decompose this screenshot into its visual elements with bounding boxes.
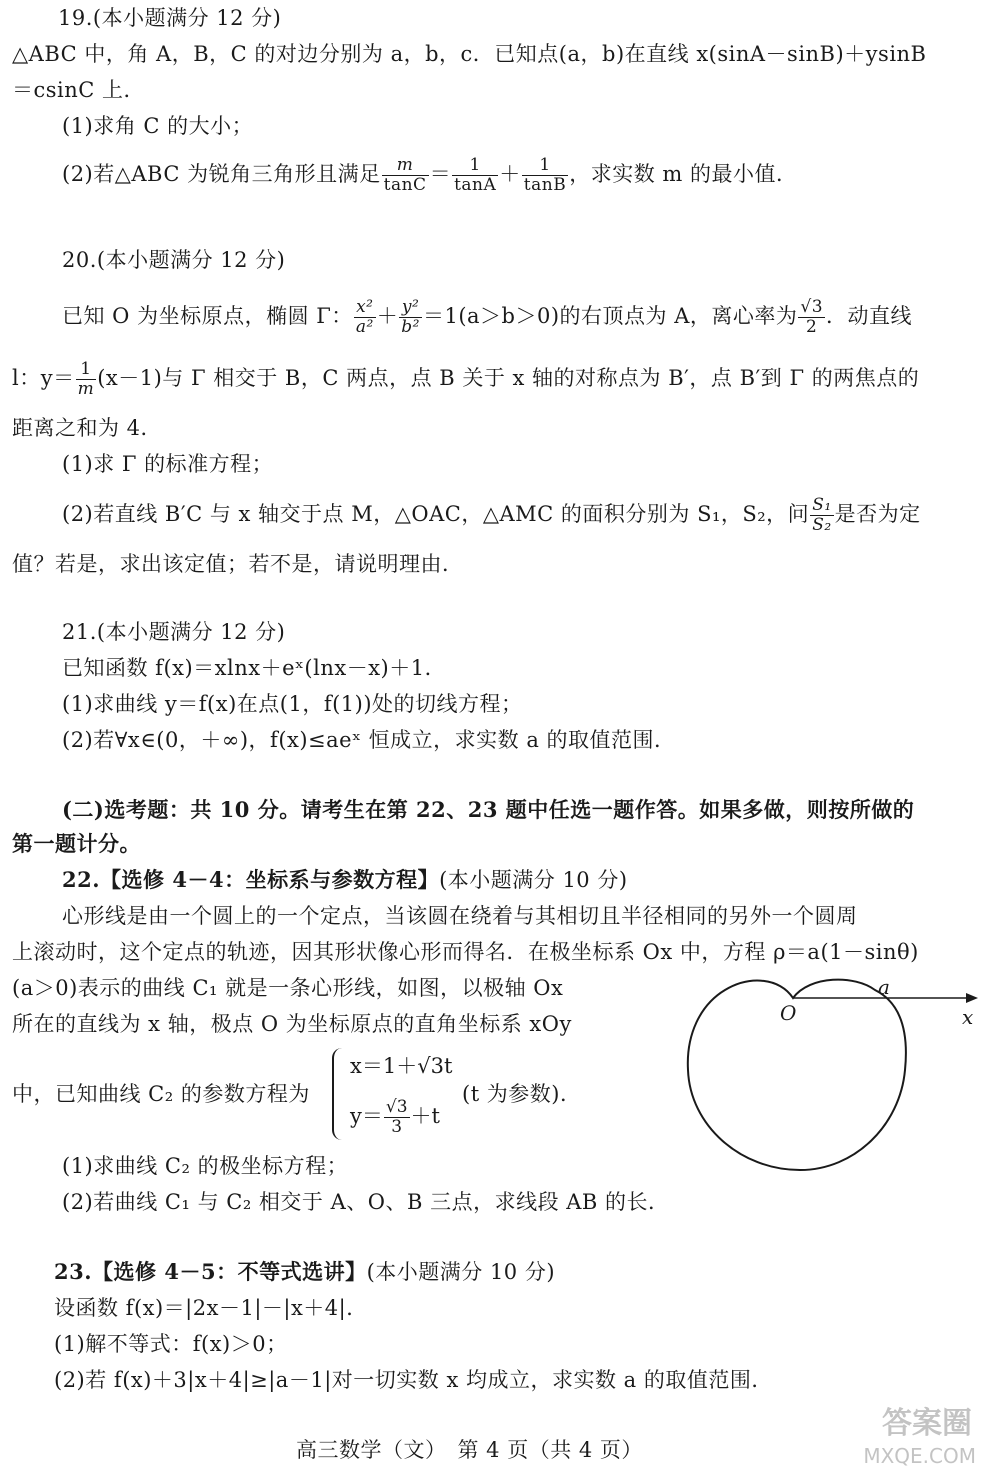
q20-line3: 距离之和为 4． bbox=[12, 416, 163, 440]
q21-statement: 已知函数 f(x)＝xlnx＋eˣ(lnx－x)＋1． bbox=[62, 656, 447, 680]
q19-part2-prefix: (2)若△ABC 为锐角三角形且满足 bbox=[62, 162, 381, 186]
q20-part1: (1)求 Γ 的标准方程； bbox=[62, 452, 274, 476]
q22-line3: (a＞0)表示的曲线 C₁ 就是一条心形线，如图，以极轴 Ox bbox=[12, 976, 564, 1000]
q20-frac-1m: $\frac{1}{m}$ bbox=[77, 359, 95, 399]
q21-part1: (1)求曲线 y＝f(x)在点(1，f(1))处的切线方程； bbox=[62, 692, 523, 716]
q20-frac-s1s2: $\frac{\text{S₁}}{\text{S₂}}$ bbox=[812, 495, 832, 535]
q20-line2: l：y＝ $\frac{1}{m}$ (x－1)与 Γ 相交于 B，C 两点，点 B 关于 x 轴的对称点为 B′，点 B′到 Γ 的两焦点的 bbox=[12, 359, 920, 399]
q20-part2-line2: 值？若是，求出该定值；若不是，请说明理由． bbox=[12, 552, 464, 576]
label-x: x bbox=[962, 1005, 974, 1029]
q22-part2: (2)若曲线 C₁ 与 C₂ 相交于 A、O、B 三点，求线段 AB 的长． bbox=[62, 1190, 670, 1214]
q19-header: 19.(本小题满分 12 分) bbox=[58, 6, 282, 30]
q22-header: 22.【选修 4－4：坐标系与参数方程】(本小题满分 10 分) bbox=[62, 867, 628, 892]
q19-part2-suffix: ，求实数 m 的最小值． bbox=[569, 162, 798, 186]
q22-line1: 心形线是由一个圆上的一个定点，当该圆在绕着与其相切且半径相同的另外一个圆周 bbox=[62, 904, 858, 928]
q23-part1: (1)解不等式：f(x)＞0； bbox=[54, 1332, 288, 1356]
q19-statement-line1: △ABC 中，角 A，B，C 的对边分别为 a，b，c．已知点(a，b)在直线 x(sinA－sinB)＋ysinB bbox=[12, 42, 927, 66]
watermark-url: MXQE.COM bbox=[863, 1444, 976, 1468]
q22-system-brace bbox=[332, 1048, 348, 1140]
q23-statement: 设函数 f(x)＝|2x－1|－|x＋4|． bbox=[54, 1296, 368, 1320]
q22-frac-sqrt3-3: $\frac{√3}{3}$ bbox=[385, 1097, 408, 1137]
q21-part2: (2)若∀x∈(0，＋∞)，f(x)≤aeˣ 恒成立，求实数 a 的取值范围． bbox=[62, 728, 676, 752]
q22-param-note: (t 为参数)． bbox=[462, 1082, 582, 1106]
page-footer: 高三数学（文） 第 4 页（共 4 页） bbox=[296, 1438, 643, 1462]
q19-statement-line2: ＝csinC 上． bbox=[12, 78, 146, 102]
section2-line2: 第一题计分。 bbox=[12, 831, 141, 856]
label-a: a bbox=[878, 975, 890, 999]
q22-system-eq2: y＝ $\frac{√3}{3}$ ＋t bbox=[350, 1097, 440, 1137]
q19-part1: (1)求角 C 的大小； bbox=[62, 114, 254, 138]
section2-line1: (二)选考题：共 10 分。请考生在第 22、23 题中任选一题作答。如果多做，则按所做的 bbox=[62, 797, 915, 822]
q21-header: 21.(本小题满分 12 分) bbox=[62, 620, 286, 644]
q20-frac-x2a2: $\frac{\text{x²}}{\text{a²}}$ bbox=[355, 297, 374, 337]
q20-part2: (2)若直线 B′C 与 x 轴交于点 M，△OAC，△AMC 的面积分别为 S₁，S₂，问 $\frac{\text{S₁}}{\text{S₂}}$ 是否为定 bbox=[62, 495, 921, 535]
q19-frac-tanb: $\frac{1}{\tan B}$ bbox=[523, 155, 567, 195]
q20-header: 20.(本小题满分 12 分) bbox=[62, 248, 286, 272]
q20-line1: 已知 O 为坐标原点，椭圆 Γ： $\frac{\text{x²}}{\text{a²}}$ ＋ $\frac{\text{y²}}{\text{b²}}$ ＝1(a＞b＞0)的右顶点为 A，离心率为 $\frac{√3}{2}$ ．动直线 bbox=[62, 297, 913, 337]
cardioid-figure bbox=[680, 960, 980, 1180]
q19-frac-m: $\frac{m}{\tan C}$ bbox=[383, 155, 427, 195]
q23-part2: (2)若 f(x)＋3|x＋4|≥|a－1|对一切实数 x 均成立，求实数 a 的取值范围． bbox=[54, 1368, 773, 1392]
label-o: O bbox=[780, 1001, 797, 1025]
x-axis-arrow bbox=[966, 993, 978, 1003]
q19-part2: (2)若△ABC 为锐角三角形且满足 $\frac{m}{\tan C}$ ＝ $\frac{1}{\tan A}$ ＋ $\frac{1}{\tan B}$ ，求实数 m 的最小值． bbox=[62, 155, 798, 195]
q20-frac-y2b2: $\frac{\text{y²}}{\text{b²}}$ bbox=[401, 297, 420, 337]
q22-line4: 所在的直线为 x 轴，极点 O 为坐标原点的直角坐标系 xOy bbox=[12, 1012, 572, 1036]
q19-frac-tana: $\frac{1}{\tan A}$ bbox=[454, 155, 497, 195]
q22-part1: (1)求曲线 C₂ 的极坐标方程； bbox=[62, 1154, 349, 1178]
q22-line5: 中，已知曲线 C₂ 的参数方程为 bbox=[12, 1082, 310, 1106]
q22-system-eq1: x＝1＋√3t bbox=[350, 1054, 453, 1078]
q22-line2: 上滚动时，这个定点的轨迹，因其形状像心形而得名．在极坐标系 Ox 中，方程 ρ＝a(1－sinθ) bbox=[12, 940, 919, 964]
watermark-logo bbox=[796, 1388, 986, 1478]
watermark-title: 答案圈 bbox=[882, 1406, 972, 1441]
q23-header: 23.【选修 4－5：不等式选讲】(本小题满分 10 分) bbox=[54, 1259, 556, 1284]
q20-frac-ecc: $\frac{√3}{2}$ bbox=[800, 297, 824, 337]
cardioid-curve bbox=[688, 980, 906, 1170]
